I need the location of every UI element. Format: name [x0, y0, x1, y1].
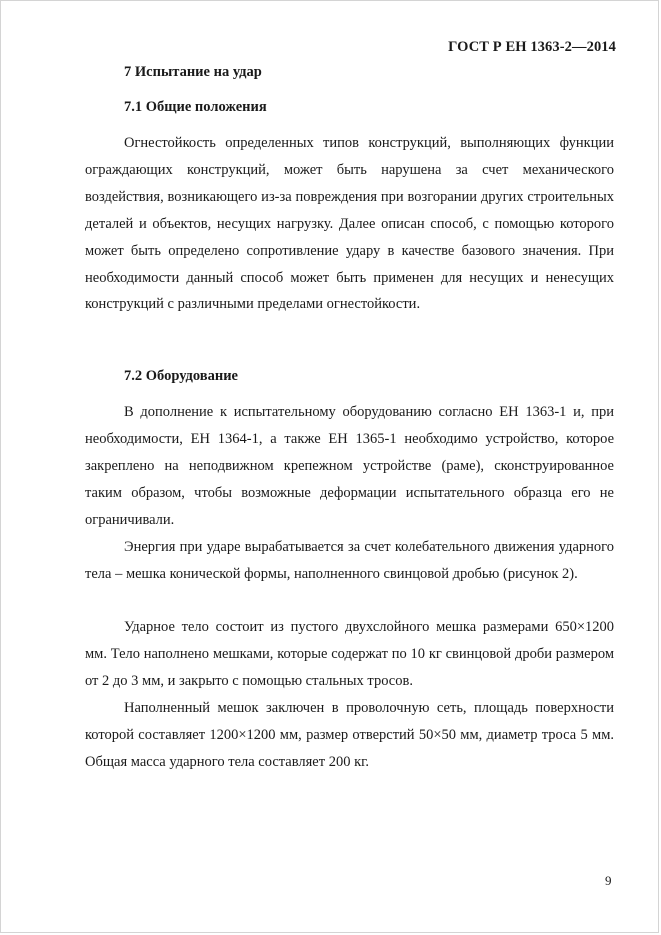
section-7-2-paragraph-4: Наполненный мешок заключен в проволочную сеть, площадь поверхности которой составляет 1200×1200 мм, размер отверстий 50×50 мм, диаметр троса 5 мм. Общая масса ударного тела составляет 200 кг. — [85, 700, 614, 770]
document-code-header: ГОСТ Р ЕН 1363-2—2014 — [448, 39, 616, 55]
section-7-1-paragraph-1: Огнестойкость определенных типов конструкций, выполняющих функции ограждающих конструкций, может быть нарушена за счет механического воздействия, возникающего из-за повреждения при возгорании других строительных деталей и объектов, несущих нагрузку. Далее описан способ, с помощью которого может быть определено сопротивление удару в качестве базового значения. При необходимости данный способ может быть применен для несущих и ненесущих конструкций с различными пределами огнестойкости. — [85, 135, 614, 313]
section-7-2-paragraph-3: Ударное тело состоит из пустого двухслойного мешка размерами 650×1200 мм. Тело наполнено мешками, которые содержат по 10 кг свинцовой дроби размером от 2 до 3 мм, и закрыто с помощью стальных тросов. — [85, 619, 614, 689]
section-7-2-paragraph-2: Энергия при ударе вырабатывается за счет колебательного движения ударного тела – мешка конической формы, наполненного свинцовой дробью (рисунок 2). — [85, 539, 614, 582]
section-7-1-title: 7.1 Общие положения — [124, 99, 267, 115]
page-number: 9 — [605, 873, 612, 888]
section-7-title: 7 Испытание на удар — [124, 64, 262, 80]
section-7-2-title: 7.2 Оборудование — [124, 368, 238, 384]
section-7-2-paragraph-1: В дополнение к испытательному оборудованию согласно ЕН 1363-1 и, при необходимости, ЕН 1364-1, а также ЕН 1365-1 необходимо устройство, которое закреплено на неподвижном крепежном устройстве (раме), сконструированное таким образом, чтобы возможные деформации испытательного образца его не ограничивали. — [85, 404, 614, 528]
